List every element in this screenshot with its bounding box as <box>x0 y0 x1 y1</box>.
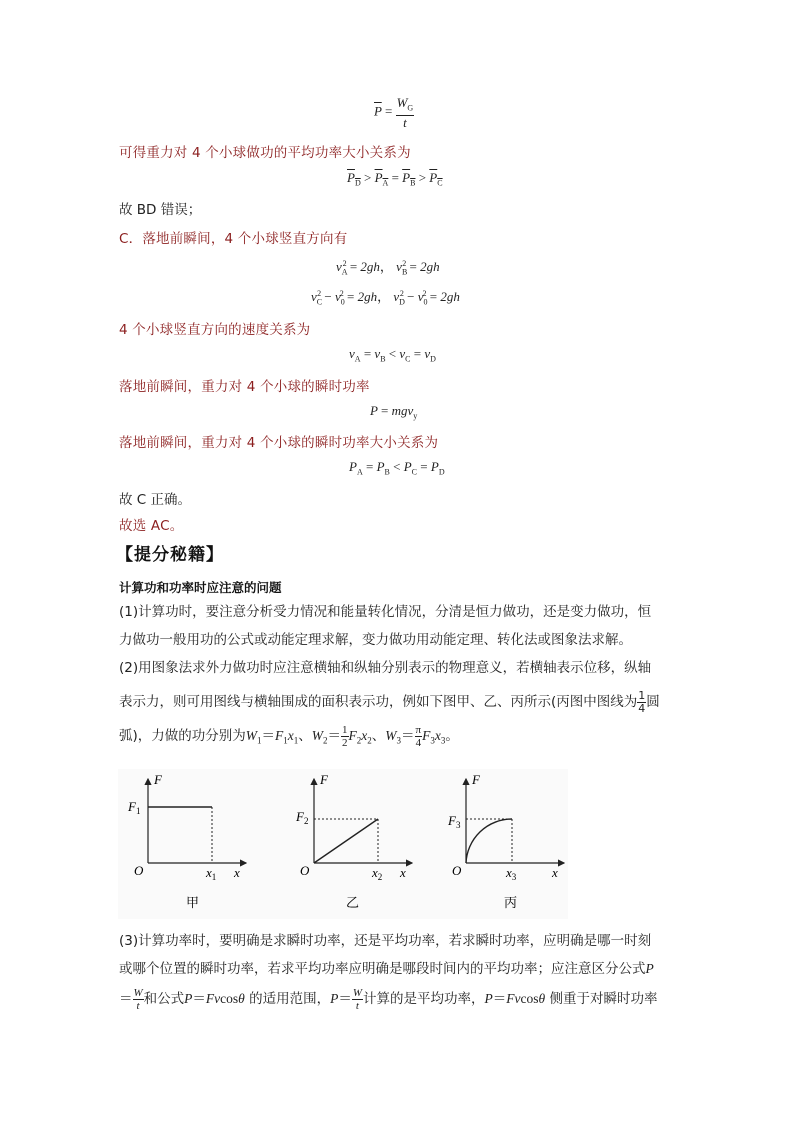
graph2-caption: 乙 <box>346 895 360 910</box>
p2c-text: 弧)，力做的功分别为 <box>119 728 246 744</box>
line-c-intro: C．落地前瞬间，4 个小球竖直方向有 <box>119 231 348 247</box>
work-formulas: $W_1=F_1x_1$、$W_2=$ $\frac{1}{2}$ $F_2x_2$、$W_3=$ $\frac{\pi}{4}$ $F_3x_3$ <box>245 724 446 750</box>
p2-end-text: 圆 <box>646 694 660 710</box>
graph3-caption: 丙 <box>504 895 518 910</box>
paragraph-2-line-2 <box>119 688 689 716</box>
graph1-origin: O <box>134 863 144 878</box>
graph1-caption: 甲 <box>186 895 200 910</box>
formula-instant-power-order: $P_A = P_B < P_C = P_D$ <box>349 459 445 477</box>
work-graphs <box>118 769 568 919</box>
formula-p-mgv: P = mgv$_y$ <box>370 403 418 421</box>
p2c-end-text: 。 <box>445 728 459 744</box>
svg-text:x2: $x_2$ <box>372 865 383 882</box>
line-c-correct: 故 C 正确。 <box>119 492 192 508</box>
graph3-origin: O <box>452 863 462 878</box>
formula-avg-power: $\overline{P}$ = $\frac{W_G}{t}$ <box>374 95 414 130</box>
graph2-y-label: F <box>320 772 328 787</box>
formula-va-vb: $v_A^2 = 2gh$， $v_B^2 = 2gh$ <box>336 258 440 277</box>
section-title: 【提分秘籍】 <box>116 545 224 565</box>
paragraph-1-line-1: (1)计算功时，要注意分析受力情况和能量转化情况，分清是恒力做功，还是变力做功，恒 <box>119 604 652 620</box>
formula-velocity-order: $v_A = v_B < v_C = v_D$ <box>349 346 436 364</box>
graph-yi <box>295 772 412 910</box>
graph-jia <box>127 772 246 910</box>
line-avg-power-relation: 可得重力对 4 个小球做功的平均功率大小关系为 <box>119 145 411 161</box>
paragraph-3-line-2: 或哪个位置的瞬时功率，若求平均功率应明确是哪段时间内的平均功率；应注意区分公式P <box>119 961 654 977</box>
graphs-svg <box>118 769 568 919</box>
paragraph-1 <box>119 598 689 654</box>
svg-text:F1: $F_1$ <box>128 799 141 816</box>
graph3-x-label: x <box>552 865 558 880</box>
p2-text: 表示力，则可用图线与横轴围成的面积表示功，例如下图甲、乙、丙所示(丙图中图线为 <box>119 694 638 710</box>
svg-text:F3: $F_3$ <box>448 813 461 830</box>
paragraph-2-line-3 <box>119 722 689 755</box>
formula-avg-power-order: $P_D > P_A = P_B > P_C$ <box>347 170 443 188</box>
graph1-x-label: x <box>234 865 240 880</box>
paragraph-3-line-1: (3)计算功率时，要明确是求瞬时功率，还是平均功率，若求瞬时功率，应明确是哪一时刻 <box>119 933 652 949</box>
p3c-3: 计算的是平均功率， <box>363 991 485 1007</box>
paragraph-2-line-1: (2)用图象法求外力做功时应注意横轴和纵轴分别表示的物理意义，若横轴表示位移，纵轴 <box>119 660 652 676</box>
paragraph-3 <box>119 927 691 1013</box>
fraction-one-quarter: $\frac{1}{4}$ <box>638 688 646 715</box>
subsection-title: 计算功和功率时应注意的问题 <box>119 580 282 595</box>
line-answer: 故选 AC。 <box>119 518 184 534</box>
p3c-2: 的适用范围， <box>249 991 331 1007</box>
graph-bing <box>447 772 564 910</box>
graph3-y-label: F <box>472 772 480 787</box>
line-bd-wrong: 故 BD 错误； <box>119 202 202 218</box>
svg-text:x3: $x_3$ <box>506 865 517 882</box>
paragraph-3-line-3: ＝ $\frac{W}{t}$ 和公式P＝Fvcosθ 的适用范围，P＝ $\frac{W}{t}$ 计算的是平均功率，P＝Fvcosθ 侧重于对瞬时功率 <box>119 986 658 1012</box>
p3c-4: 侧重于对瞬时功率 <box>549 991 658 1007</box>
line-instant-power: 落地前瞬间，重力对 4 个小球的瞬时功率 <box>119 379 370 395</box>
paragraph-2 <box>119 654 689 755</box>
line-velocity-relation: 4 个小球竖直方向的速度关系为 <box>119 322 311 338</box>
line-instant-power-relation: 落地前瞬间，重力对 4 个小球的瞬时功率大小关系为 <box>119 435 439 451</box>
graph2-origin: O <box>300 863 310 878</box>
p3c-1: 和公式 <box>143 991 185 1007</box>
graph2-x-label: x <box>400 865 406 880</box>
svg-text:F2: $F_2$ <box>296 809 309 826</box>
p3b-text: 或哪个位置的瞬时功率，若求平均功率应明确是哪段时间内的平均功率；应注意区分公式 <box>119 961 646 977</box>
paragraph-1-line-2: 力做功一般用功的公式或动能定理求解，变力做功用动能定理、转化法或图象法求解。 <box>119 632 632 648</box>
formula-vc-vd: $v_C^2 - v_0^2 = 2gh$， $v_D^2 - v_0^2 = 2gh$ <box>311 288 460 307</box>
svg-text:x1: $x_1$ <box>206 865 217 882</box>
graph1-y-label: F <box>154 772 162 787</box>
